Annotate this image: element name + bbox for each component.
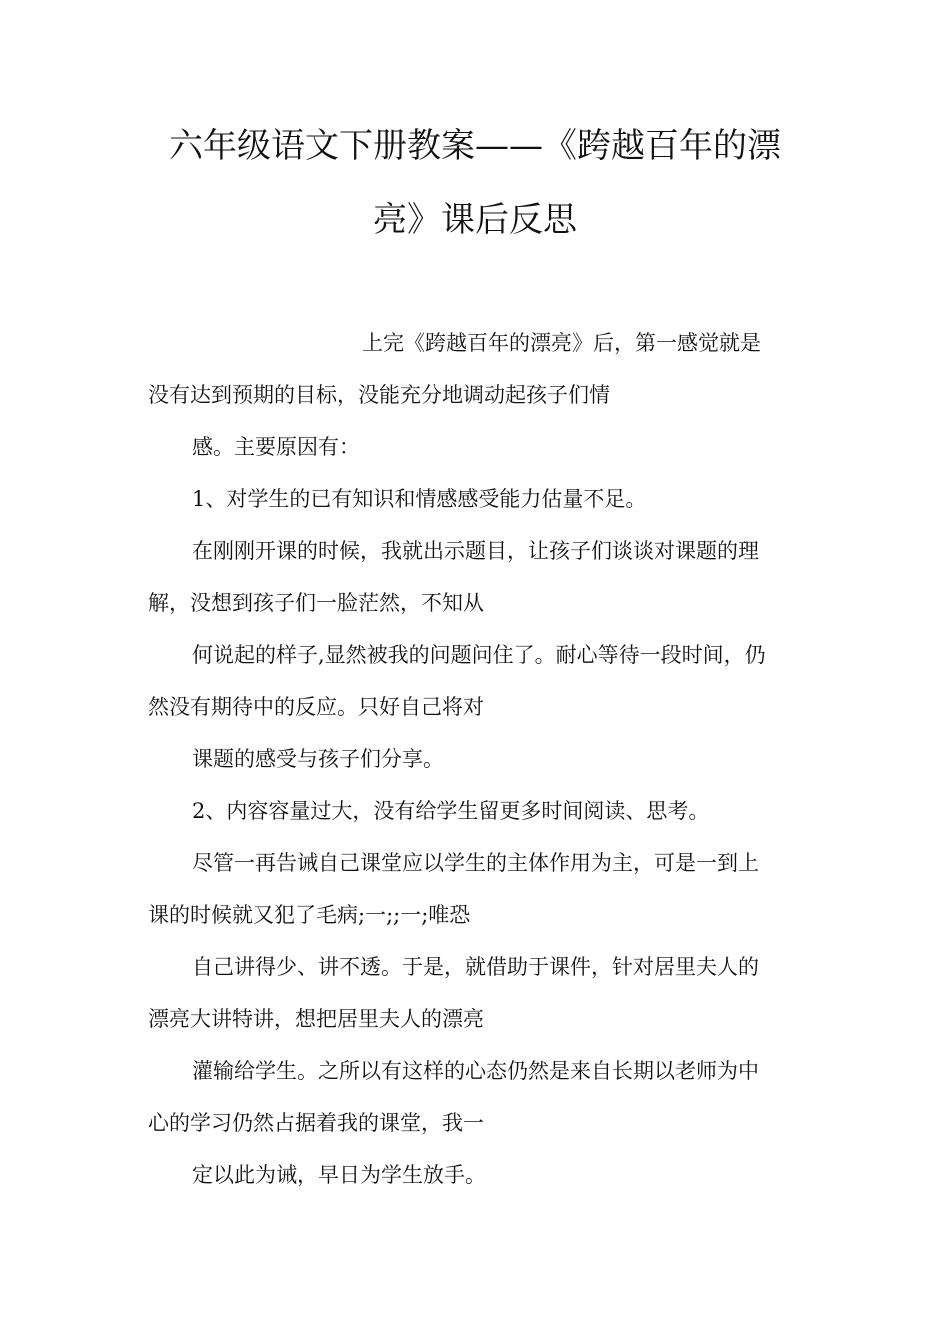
body-line: 定以此为诫，早日为学生放手。 <box>192 1163 486 1187</box>
body-line: 1、对学生的已有知识和情感感受能力估量不足。 <box>192 487 647 511</box>
body-line: 何说起的样子,显然被我的问题问住了。耐心等待一段时间，仍 <box>192 643 766 667</box>
body-line: 课题的感受与孩子们分享。 <box>192 747 444 771</box>
body-line: 漂亮大讲特讲，想把居里夫人的漂亮 <box>148 1007 484 1031</box>
body-line: 然没有期待中的反应。只好自己将对 <box>148 695 484 719</box>
body-line: 没有达到预期的目标，没能充分地调动起孩子们情 <box>148 383 610 407</box>
body-line: 尽管一再告诫自己课堂应以学生的主体作用为主，可是一到上 <box>192 851 759 875</box>
document-title-line-1: 六年级语文下册教案——《跨越百年的漂 <box>169 126 781 166</box>
body-line: 灌输给学生。之所以有这样的心态仍然是来自长期以老师为中 <box>192 1059 759 1083</box>
body-line: 上完《跨越百年的漂亮》后，第一感觉就是 <box>362 331 761 355</box>
body-line: 在刚刚开课的时候，我就出示题目，让孩子们谈谈对课题的理 <box>192 539 759 563</box>
body-line: 自己讲得少、讲不透。于是，就借助于课件，针对居里夫人的 <box>192 955 759 979</box>
body-line: 课的时候就又犯了毛病;一;;一;唯恐 <box>148 903 471 927</box>
body-line: 心的学习仍然占据着我的课堂，我一 <box>148 1111 484 1135</box>
document-title-line-2: 亮》课后反思 <box>373 200 577 240</box>
body-line: 解，没想到孩子们一脸茫然，不知从 <box>148 591 484 615</box>
body-line: 感。主要原因有： <box>192 435 360 459</box>
body-line: 2、内容容量过大，没有给学生留更多时间阅读、思考。 <box>192 799 710 823</box>
